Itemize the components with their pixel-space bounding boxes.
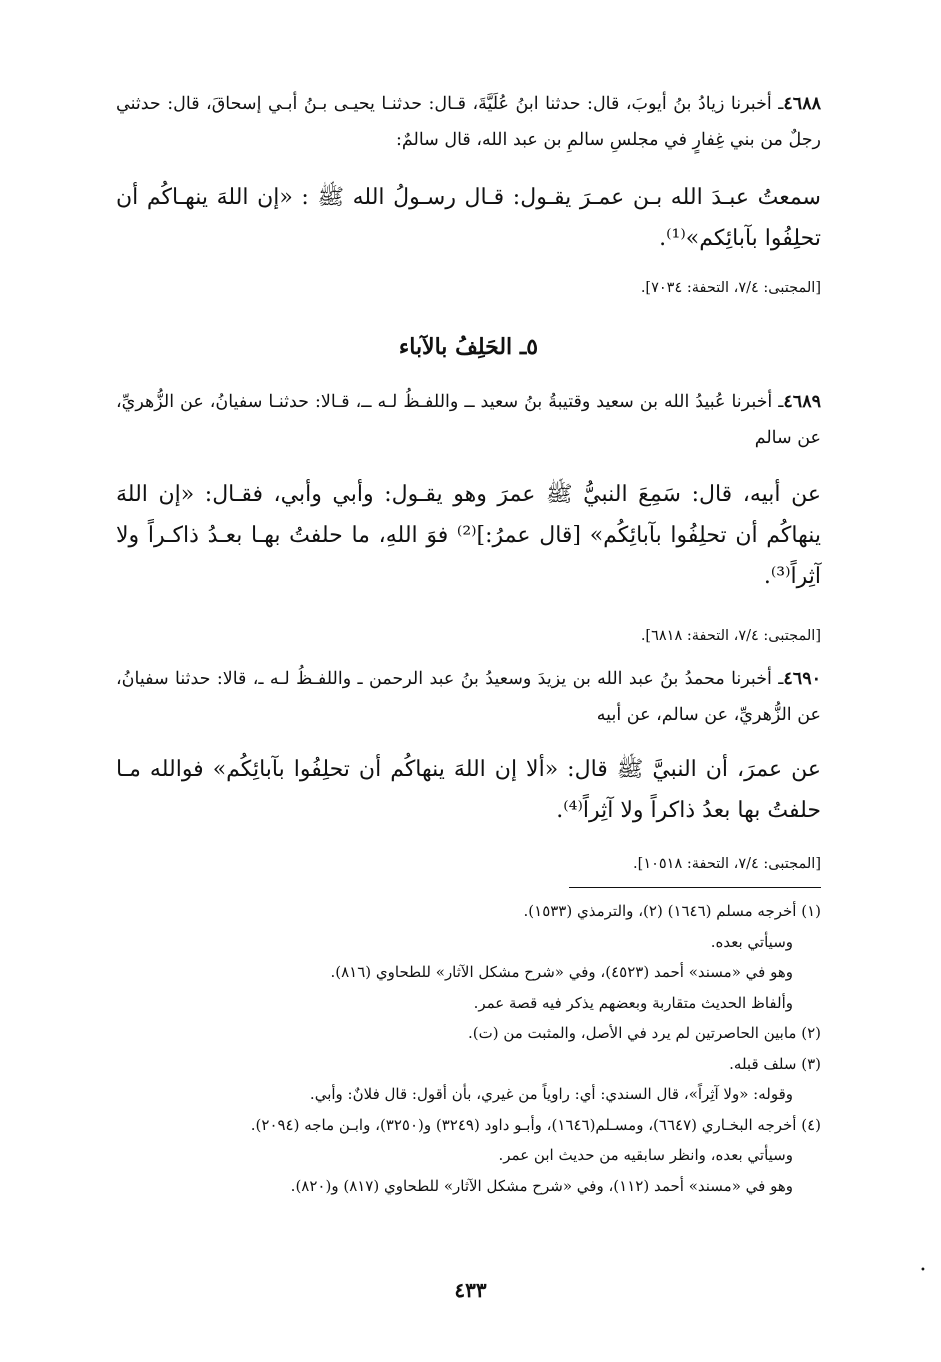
footnote-line: وهو في «مسند» أحمد (٤٥٢٣)، وفي «شرح مشكل الآثار» للطحاوي (٨١٦). <box>330 963 793 981</box>
footnote-line: وألفاظ الحديث متقاربة وبعضهم يذكر فيه قصة عمر. <box>473 993 793 1012</box>
hadith-4688-reference: [المجتبى: ٧/٤، التحفة: ٧٠٣٤]. <box>640 280 821 296</box>
hadith-4690-isnad <box>116 661 821 733</box>
hadith-number: ٤٦٨٨ <box>783 94 821 114</box>
chapter-heading: ٥ـ الحَلِفُ بالآباء <box>398 334 539 360</box>
hadith-4689-isnad <box>116 384 821 456</box>
isnad-text: ـ أخبرنا محمدُ بنُ عبد الله بن يزيدَ وسعيدُ بنُ عبد الرحمن ـ واللفـظُ لـه ـ، قالا: حدثنا سفيانُ، عن الزُّهريِّ، عن سالم، عن أبيه <box>116 669 821 725</box>
footnote-line: (٢) مابين الحاصرتين لم يرد في الأصل، والمثبت من (ت). <box>467 1024 821 1042</box>
hadith-4689-matn: عن أبيه، قال: سَمِعَ النبيُّ ﷺ عمرَ وهو يقـول: وأبي وأبي، فقـال: «إن اللهَ ينهاكُم أن تحلِفُوا بآبائِكُم» [قال عمرُ:]⁽²⁾ فوَ اللهِ، ما حلفتُ بهـا بعـدُ ذاكـراً ولا آثِراً⁽³⁾. <box>116 482 821 589</box>
footnote-line: (٣) سلف قبله. <box>729 1054 821 1073</box>
footnote-line: (٤) أخرجه البخـاري (٦٦٤٧)، ومسـلم(١٦٤٦)، وأبـو داود (٣٢٤٩) و(٣٢٥٠)، وابـن ماجه (٢٠٩٤). <box>250 1115 821 1134</box>
footnotes <box>116 896 821 1201</box>
hadith-number: ٤٦٩٠ <box>783 669 821 689</box>
footnote-line: وسيأتي بعده. <box>710 932 793 951</box>
footnote-line: وهو في «مسند» أحمد (١١٢)، وفي «شرح مشكل الآثار» للطحاوي (٨١٧) و(٨٢٠). <box>290 1176 793 1195</box>
page-number: ٤٣٣ <box>454 1278 487 1302</box>
footnote-line: وقوله: «ولا آثِراً»، قال السندي: أي: راوياً من غيري، بأن أقول: قال فلانٌ: وأبي. <box>309 1085 793 1103</box>
footnote-separator <box>569 887 821 888</box>
hadith-4689-reference: [المجتبى: ٧/٤، التحفة: ٦٨١٨]. <box>640 628 821 644</box>
footnote-line: وسيأتي بعده، وانظر سابقيه من حديث ابن عمر. <box>498 1146 793 1164</box>
hadith-number: ٤٦٨٩ <box>783 392 821 412</box>
hadith-4690-matn: عن عمرَ، أن النبيَّ ﷺ قال: «ألا إن اللهَ ينهاكُم أن تحلِفُوا بآبائِكُم» فوالله مـا حلفتُ بها بعدُ ذاكراً ولا آثِراً⁽⁴⁾. <box>116 757 821 823</box>
footnote-line: (١) أخرجه مسلم (١٦٤٦) (٢)، والترمذي (١٥٣٣). <box>523 902 821 920</box>
isnad-text: ـ أخبرنا زيادُ بنُ أيوبَ، قال: حدثنا ابنُ عُلَيَّةَ، قـال: حدثنـا يحيـى بـنُ أبـي إسحاقَ، قال: حدثني رجلٌ من بني غِفارٍ في مجلسِ سالمِ بن عبد الله، قال سالمٌ: <box>116 94 821 150</box>
hadith-4688-matn: سمعتُ عبـدَ الله بـن عمـرَ يقـول: قـال رسـولُ الله ﷺ : «إن اللهَ ينهـاكُم أن تحلِفُوا بآبائِكم»⁽¹⁾. <box>116 185 821 251</box>
isnad-text: ـ أخبرنا عُبيدُ الله بن سعيد وقتيبةُ بنُ سعيد ــ واللفـظُ لـه ــ، قـالا: حدثنـا سفيانُ، عن الزُّهريِّ، عن سالم <box>116 392 821 448</box>
hadith-4688-isnad <box>116 86 821 158</box>
hadith-4690-reference: [المجتبى: ٧/٤، التحفة: ١٠٥١٨]. <box>633 856 821 872</box>
scan-speck: • <box>920 1265 926 1276</box>
